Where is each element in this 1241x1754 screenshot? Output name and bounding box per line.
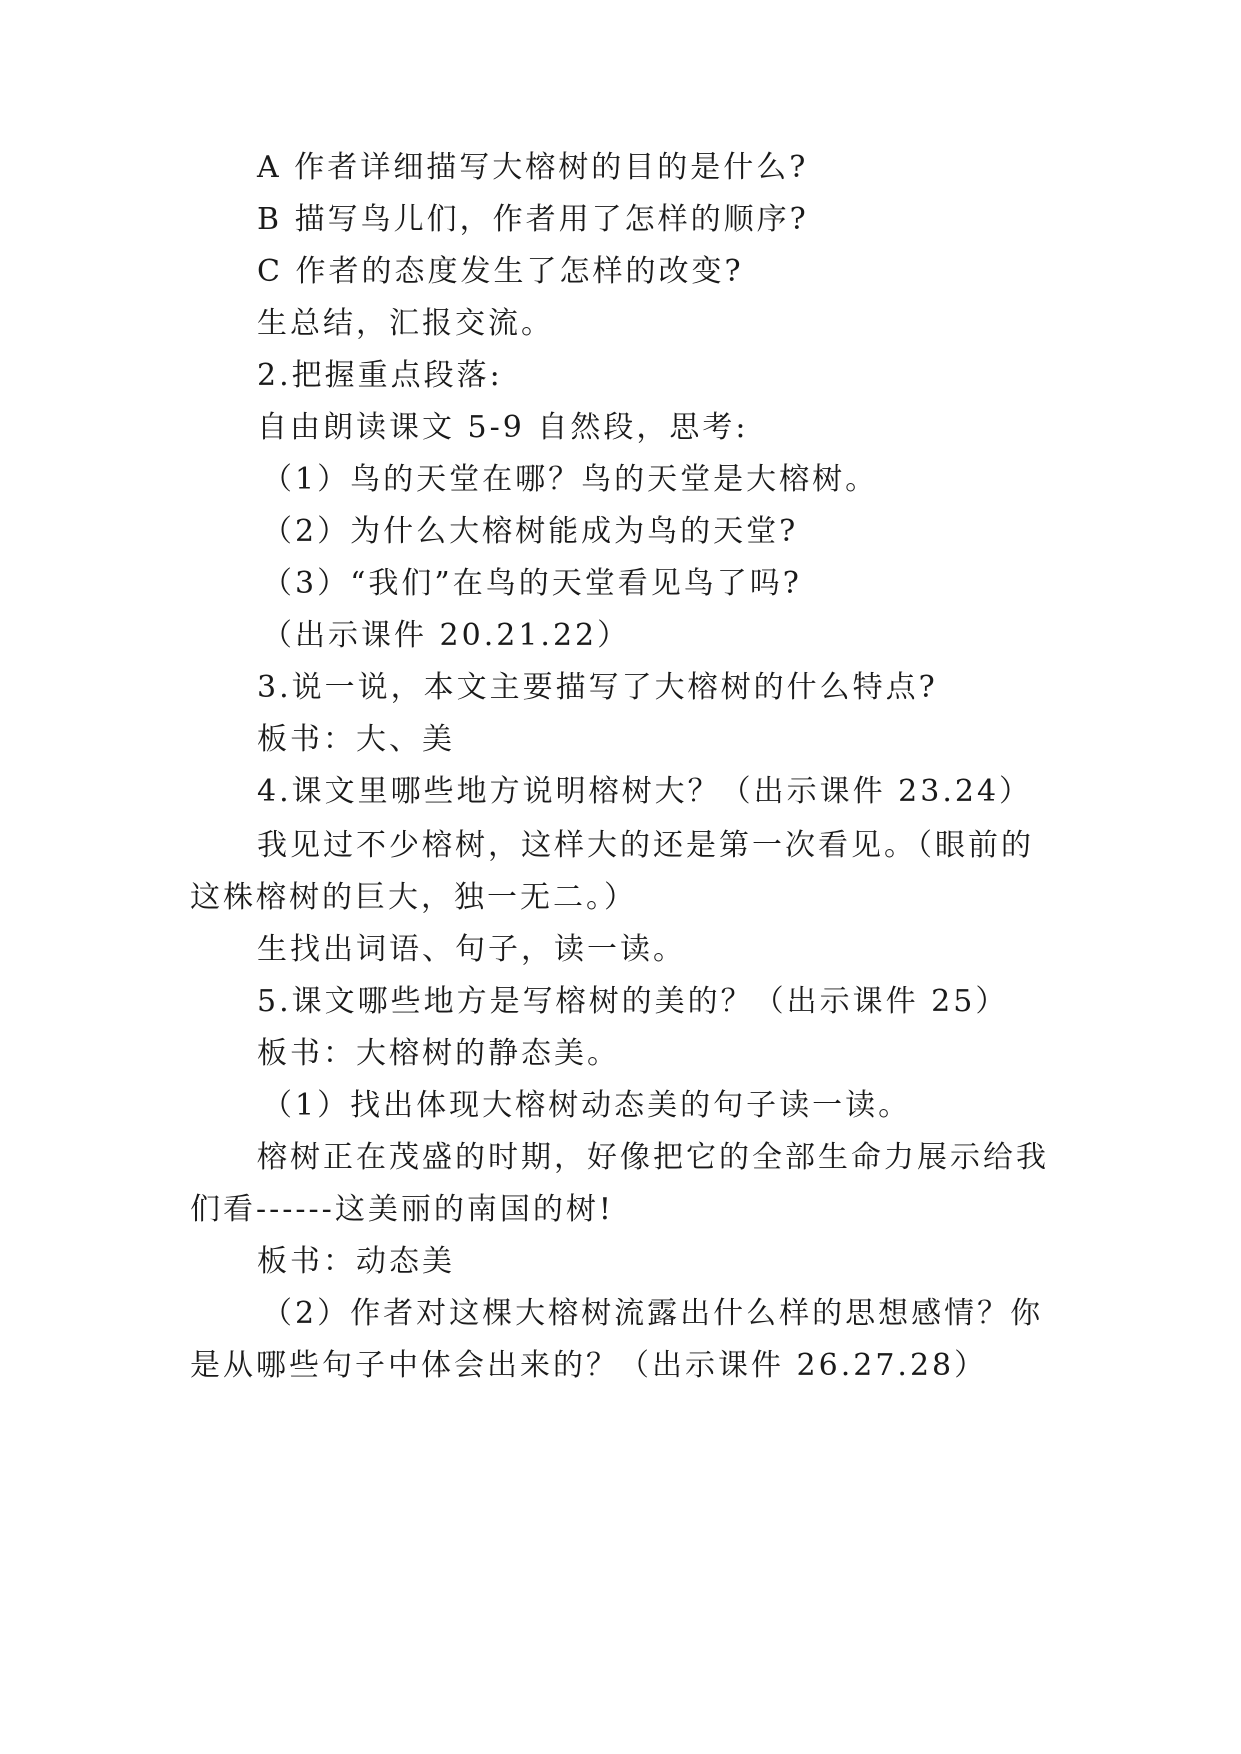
question-a: A 作者详细描写大榕树的目的是什么?	[257, 150, 809, 185]
numbered-item: （1）鸟的天堂在哪？鸟的天堂是大榕树。	[262, 462, 879, 497]
section-heading: 4.课文里哪些地方说明榕树大？（出示课件 23.24）	[257, 774, 1033, 809]
paragraph: 生总结，汇报交流。	[257, 306, 554, 341]
paragraph: 自由朗读课文 5-9 自然段，思考:	[257, 410, 749, 445]
section-heading: 2.把握重点段落:	[257, 358, 503, 393]
board-note: 板书：大、美	[257, 722, 455, 757]
section-heading: 5.课文哪些地方是写榕树的美的？（出示课件 25）	[257, 984, 1009, 1019]
paragraph-continuation: 这株榕树的巨大，独一无二。）	[190, 880, 637, 915]
board-note: 板书：动态美	[257, 1244, 455, 1279]
paragraph: 我见过不少榕树，这样大的还是第一次看见。（眼前的	[257, 828, 1034, 863]
section-heading: 3.说一说，本文主要描写了大榕树的什么特点?	[257, 670, 938, 705]
paragraph-continuation: 是从哪些句子中体会出来的？（出示课件 26.27.28）	[190, 1348, 988, 1383]
numbered-item: （2）为什么大榕树能成为鸟的天堂?	[262, 514, 799, 549]
paragraph: 生找出词语、句子，读一读。	[257, 932, 686, 967]
courseware-note: （出示课件 20.21.22）	[262, 618, 631, 653]
numbered-item: （2）作者对这棵大榕树流露出什么样的思想感情？你	[262, 1296, 1044, 1331]
board-note: 板书：大榕树的静态美。	[257, 1036, 620, 1071]
question-c: C 作者的态度发生了怎样的改变?	[257, 254, 744, 289]
paragraph: 榕树正在茂盛的时期，好像把它的全部生命力展示给我	[257, 1140, 1049, 1175]
question-b: B 描写鸟儿们，作者用了怎样的顺序?	[257, 202, 809, 237]
numbered-item: （3）“我们”在鸟的天堂看见鸟了吗?	[262, 566, 802, 601]
paragraph-continuation: 们看------这美丽的南国的树!	[190, 1192, 614, 1227]
numbered-item: （1）找出体现大榕树动态美的句子读一读。	[262, 1088, 912, 1123]
